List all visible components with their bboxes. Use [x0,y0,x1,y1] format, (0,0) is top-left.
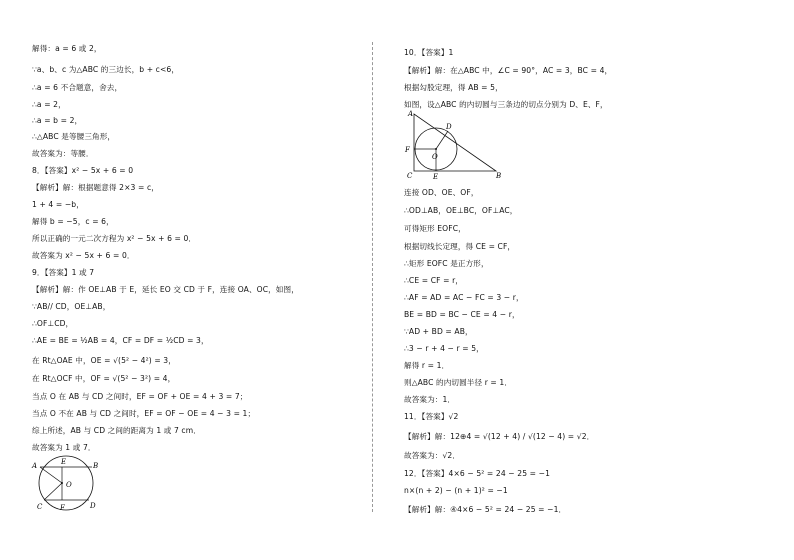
text-line: 【解析】解：在△ABC 中，∠C = 90°，AC = 3，BC = 4， [404,66,613,75]
segment-oa [40,467,62,483]
text-line: 在 Rt△OCF 中，OF = √(5² − 3²) = 4， [32,374,176,383]
text-line: ∴AF = AD = AC − FC = 3 − r， [404,293,524,302]
text-line: ∵AB// CD，OE⊥AB， [32,302,111,311]
text-line: 故答案为：1． [404,395,456,404]
label: D [446,123,452,131]
circle-chords-figure [30,455,110,515]
column-divider [372,42,373,512]
incircle-triangle-figure [404,108,514,180]
text-line: ∴OF⊥CD， [32,319,74,328]
text-line: ∴CE = CF = r， [404,276,463,285]
label: C [407,172,413,180]
label: O [66,481,72,489]
label: F [405,146,410,154]
segment-oc [44,483,62,500]
text-line: 根据勾股定理，得 AB = 5， [404,83,503,92]
label: A [408,110,414,118]
text-line: 【解析】解：④4×6 − 5² = 24 − 25 = −1． [404,505,567,514]
text-line: 1 + 4 = −b， [32,200,84,209]
label: D [90,502,96,510]
answer-heading: 10．【答案】1 [404,48,454,57]
text-line: 故答案为 1 或 7． [32,443,96,452]
text-line: 故答案为：√2． [404,451,461,460]
text-line: 在 Rt△OAE 中，OE = √(5² − 4²) = 3， [32,356,176,365]
text-line: 【解析】解：根据题意得 2×3 = c， [32,183,159,192]
text-line: 连接 OD、OE、OF， [404,188,479,197]
text-line: 故答案为 x² − 5x + 6 = 0． [32,251,135,260]
text-line: ∴a = b = 2， [32,116,83,125]
text-line: 根据切线长定理，得 CE = CF， [404,242,516,251]
label: E [433,173,439,180]
text-line: ∴△ABC 是等腰三角形， [32,132,116,141]
text-line: 当点 O 在 AB 与 CD 之间时，EF = OF + OE = 4 + 3 = 7； [32,392,248,401]
label: B [496,172,502,180]
answer-heading: 8．【答案】x² − 5x + 6 = 0 [32,166,134,175]
text-line: 【解析】解：12⊕4 = √(12 + 4) / √(12 − 4) = √2． [404,432,595,441]
text-line: ∴a = 6 不合题意，舍去， [32,83,123,92]
label: O [432,153,438,161]
answer-heading: 12．【答案】4×6 − 5² = 24 − 25 = −1 [404,469,551,478]
text-line: 所以正确的一元二次方程为 x² − 5x + 6 = 0． [32,234,197,243]
answer-heading: 11．【答案】√2 [404,412,459,421]
text-line: 当点 O 不在 AB 与 CD 之间时，EF = OF − OE = 4 − 3 = 1； [32,409,256,418]
text-line: ∴a = 2， [32,100,66,109]
text-line: ∴AE = BE = ½AB = 4，CF = DF = ½CD = 3， [32,336,209,345]
triangle-abc [414,114,496,171]
text-line: 解得：a = 6 或 2， [32,44,102,53]
text-line: 综上所述，AB 与 CD 之间的距离为 1 或 7 cm． [32,426,201,435]
text-line: BE = BD = BC − CE = 4 − r， [404,310,520,319]
text-line: 解得 b = −5，c = 6， [32,217,114,226]
text-line: 【解析】解：作 OE⊥AB 于 E，延长 EO 交 CD 于 F，连接 OA、OC，如图， [32,285,299,294]
text-line: ∴OD⊥AB，OE⊥BC，OF⊥AC， [404,206,518,215]
answer-heading: 9．【答案】1 或 7 [32,268,95,277]
label: C [37,503,43,511]
text-line: 则△ABC 的内切圆半径 r = 1． [404,378,513,387]
text-line: 可得矩形 EOFC， [404,224,466,233]
text-line: ∴矩形 EOFC 是正方形， [404,259,489,268]
text-line: ∵a、b、c 为△ABC 的三边长，b + c<6， [32,65,180,74]
text-line: 解得 r = 1． [404,361,450,370]
label: E [61,458,67,466]
center-point [61,482,63,484]
text-line: ∵AD + BD = AB， [404,327,473,336]
text-line: 如图，设△ABC 的内切圆与三条边的切点分别为 D、E、F， [404,100,608,109]
label: F [60,504,65,512]
text-line: ∴3 − r + 4 − r = 5， [404,344,484,353]
label: A [32,462,38,470]
text-line: n×(n + 2) − (n + 1)² = −1 [404,486,508,495]
center-point [435,148,437,150]
text-line: 故答案为：等腰． [32,149,94,158]
label: B [93,462,99,470]
